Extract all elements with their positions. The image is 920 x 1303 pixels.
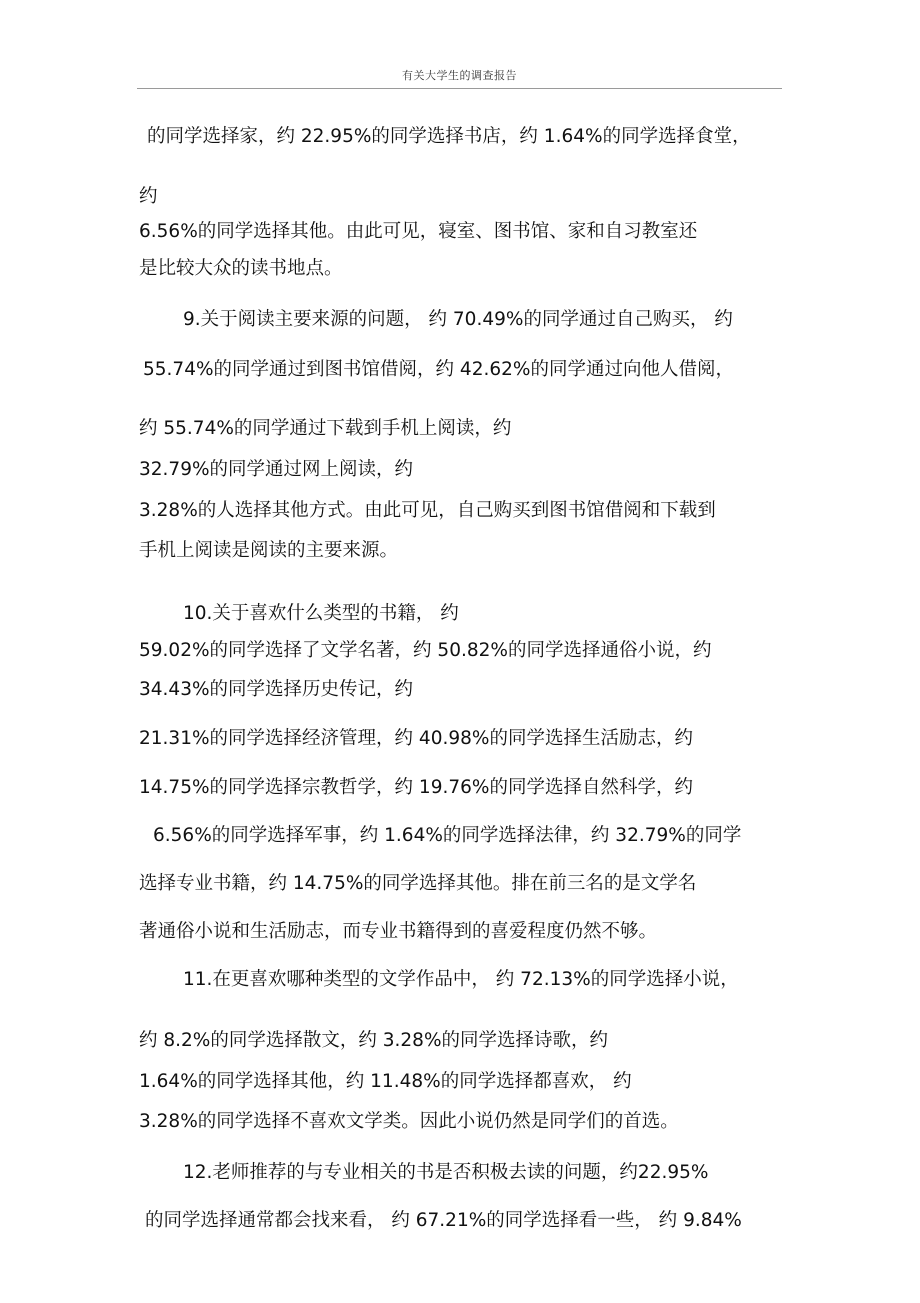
body-line: 11.在更喜欢哪种类型的文学作品中， 约 72.13%的同学选择小说， xyxy=(183,969,739,990)
body-line: 的同学选择家，约 22.95%的同学选择书店，约 1.64%的同学选择食堂， xyxy=(147,126,751,147)
body-line: 34.43%的同学选择历史传记，约 xyxy=(139,679,414,700)
body-line: 约 8.2%的同学选择散文，约 3.28%的同学选择诗歌，约 xyxy=(139,1030,609,1051)
body-line: 手机上阅读是阅读的主要来源。 xyxy=(139,540,399,561)
body-line: 12.老师推荐的与专业相关的书是否积极去读的问题，约22.95% xyxy=(183,1162,709,1183)
body-line: 9.关于阅读主要来源的问题， 约 70.49%的同学通过自己购买， 约 xyxy=(183,309,733,330)
body-line: 3.28%的人选择其他方式。由此可见，自己购买到图书馆借阅和下载到 xyxy=(139,500,716,521)
body-line: 10.关于喜欢什么类型的书籍， 约 xyxy=(183,603,459,624)
body-line: 55.74%的同学通过到图书馆借阅，约 42.62%的同学通过向他人借阅， xyxy=(143,359,734,380)
body-line: 6.56%的同学选择其他。由此可见，寝室、图书馆、家和自习教室还 xyxy=(139,221,698,242)
body-line: 32.79%的同学通过网上阅读，约 xyxy=(139,459,414,480)
body-line: 约 55.74%的同学通过下载到手机上阅读，约 xyxy=(139,418,512,439)
body-line: 59.02%的同学选择了文学名著，约 50.82%的同学选择通俗小说，约 xyxy=(139,640,712,661)
body-line: 6.56%的同学选择军事，约 1.64%的同学选择法律，约 32.79%的同学 xyxy=(153,825,742,846)
body-line: 选择专业书籍，约 14.75%的同学选择其他。排在前三名的是文学名 xyxy=(139,873,697,894)
body-line: 14.75%的同学选择宗教哲学，约 19.76%的同学选择自然科学，约 xyxy=(139,777,693,798)
body-line: 著通俗小说和生活励志，而专业书籍得到的喜爱程度仍然不够。 xyxy=(139,921,658,942)
body-line: 3.28%的同学选择不喜欢文学类。因此小说仍然是同学们的首选。 xyxy=(139,1111,679,1132)
page-header xyxy=(137,64,782,89)
body-line: 约 xyxy=(139,186,158,207)
body-line: 是比较大众的读书地点。 xyxy=(139,258,343,279)
body-line: 1.64%的同学选择其他，约 11.48%的同学选择都喜欢， 约 xyxy=(139,1071,632,1092)
body-line: 21.31%的同学选择经济管理，约 40.98%的同学选择生活励志，约 xyxy=(139,728,693,749)
body-line: 的同学选择通常都会找来看， 约 67.21%的同学选择看一些， 约 9.84% xyxy=(145,1210,742,1231)
header-title: 有关大学生的调查报告 xyxy=(402,69,517,82)
